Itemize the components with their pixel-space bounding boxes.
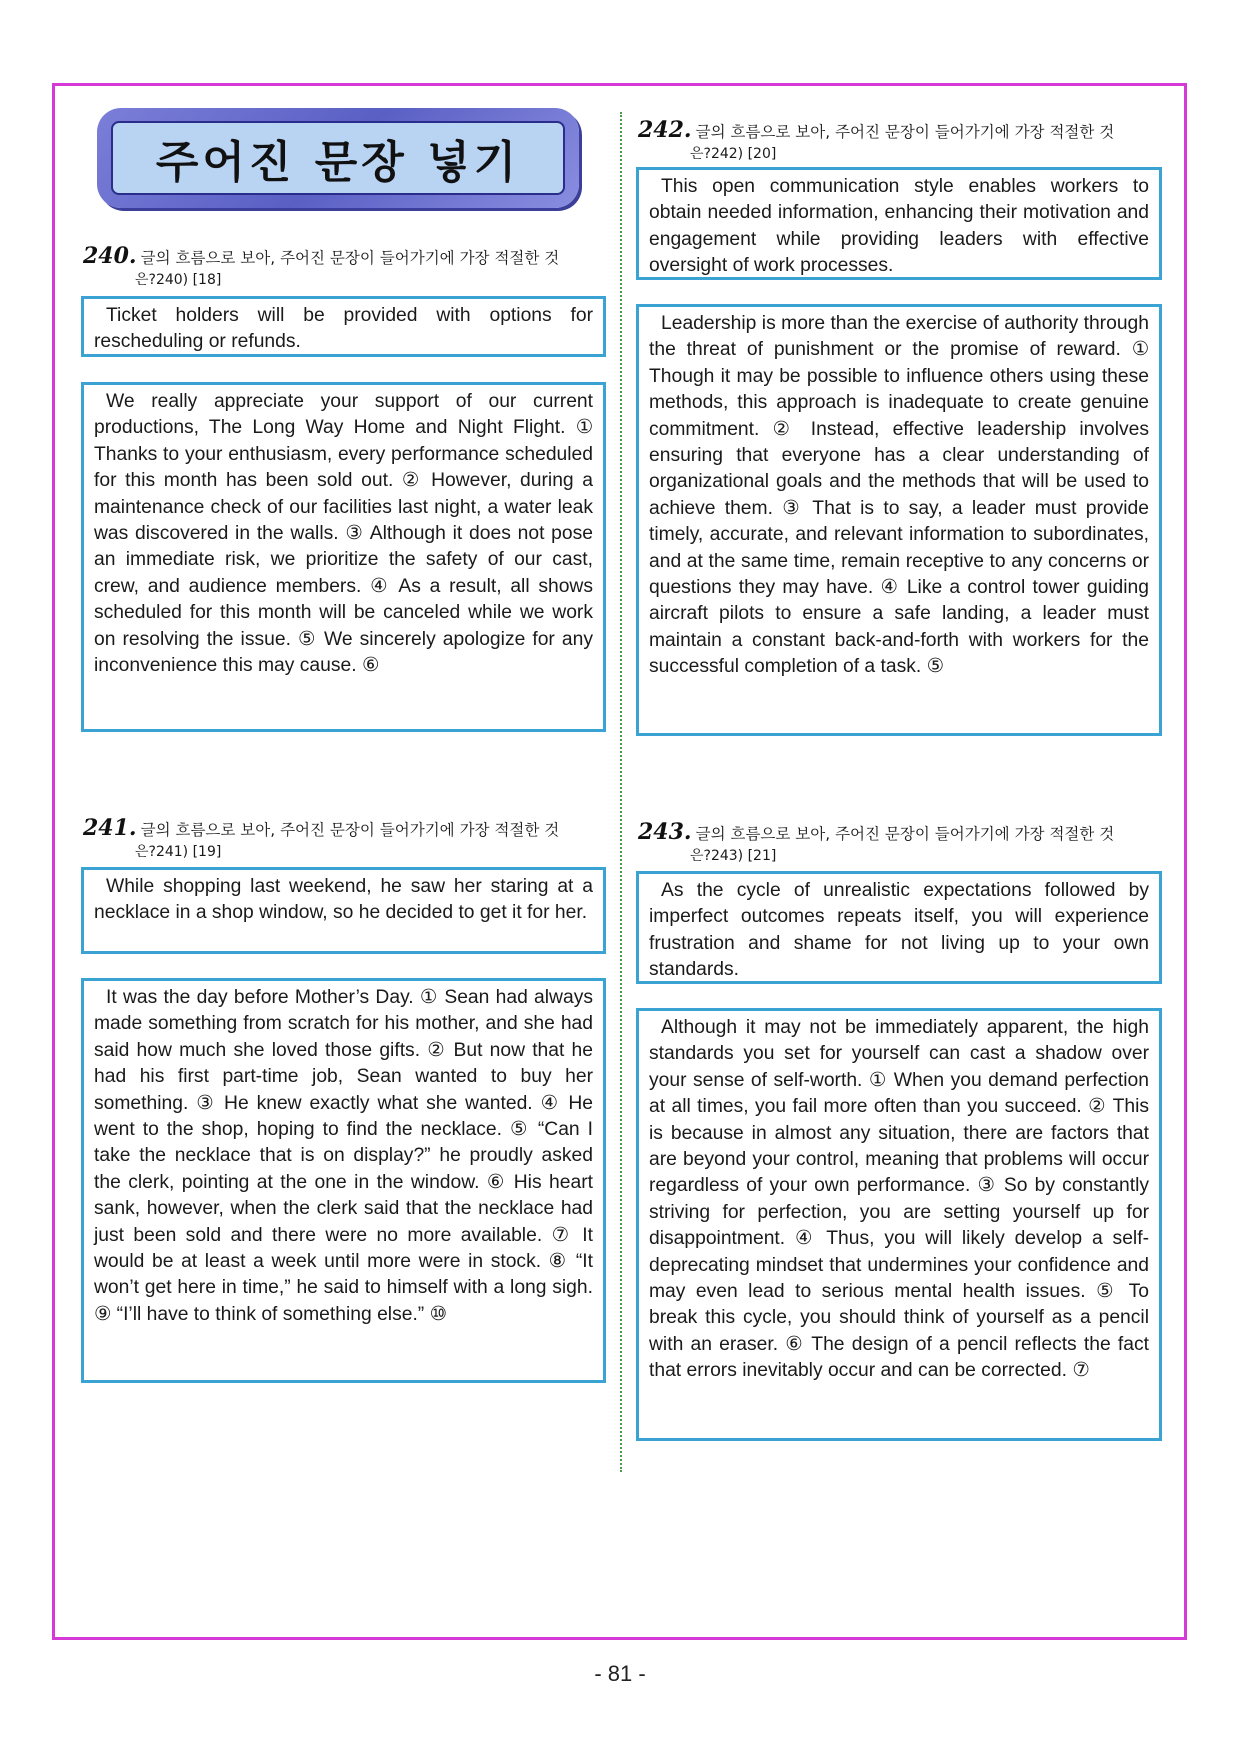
question-number: 241. <box>83 815 137 841</box>
passage-text: We really appreciate your support of our current productions, The Long Way Home and Night Flight. ① Thanks to your enthusiasm, every performance scheduled for this month has been sold out. ② However, during a maintenance check of our facilities last night, a water leak was discovered in the walls. ③ Although it does not pose an immediate risk, we prioritize the safety of our cast, crew, and audience members. ④ As a result, all shows scheduled for this month will be canceled while we work on resolving the issue. ⑤ We sincerely apologize for any inconvenience this may cause. ⑥ <box>94 391 593 677</box>
passage-box-242 <box>636 304 1162 736</box>
given-sentence: As the cycle of unrealistic expectations followed by imperfect outcomes repeats itself, you will experience frustration and shame for not living up to your own standards. <box>649 880 1149 981</box>
section-title-banner <box>97 108 579 208</box>
question-prompt: 글의 흐름으로 보아, 주어진 문장이 들어가기에 가장 적절한 것 <box>140 821 560 839</box>
passage-text: Leadership is more than the exercise of authority through the threat of punishment or the promise of reward. ① Though it may be possible to influence others using these methods, this approach is inadequate to create genuine commitment. ② Instead, effective leadership involves ensuring that everyone has a clear understanding of organizational goals and the methods that will be used to achieve them. ③ That is to say, a leader must provide timely, accurate, and relevant information to subordinates, and at the same time, remain receptive to any concerns or questions they may have. ④ Like a control tower guiding aircraft pilots to ensure a safe landing, a leader must maintain a constant back-and-forth with workers for the successful completion of a task. ⑤ <box>649 313 1149 678</box>
passage-box-241 <box>81 978 606 1383</box>
question-prompt: 글의 흐름으로 보아, 주어진 문장이 들어가기에 가장 적절한 것 <box>140 249 560 267</box>
given-sentence-box-242 <box>636 167 1162 280</box>
question-number: 242. <box>638 117 692 143</box>
passage-box-240 <box>81 382 606 732</box>
given-sentence: Ticket holders will be provided with options for rescheduling or refunds. <box>94 305 593 353</box>
question-header-241 <box>83 817 608 863</box>
question-prompt: 글의 흐름으로 보아, 주어진 문장이 들어가기에 가장 적절한 것 <box>695 825 1115 843</box>
passage-text: Although it may not be immediately apparent, the high standards you set for yourself can cast a shadow over your sense of self-worth. ① When you demand perfection at all times, you fail more often than you succeed. ② This is because in almost any situation, there are factors that are beyond your control, meaning that problems will occur regardless of your own performance. ③ So by constantly striving for perfection, you are setting yourself up for disappointment. ④ Thus, you will likely develop a self-deprecating mindset that undermines your confidence and may even lead to serious mental health issues. ⑤ To break this cycle, you should think of yourself as a pencil with an eraser. ⑥ The design of a pencil reflects the fact that errors inevitably occur and can be corrected. ⑦ <box>649 1017 1149 1382</box>
question-prompt: 글의 흐름으로 보아, 주어진 문장이 들어가기에 가장 적절한 것 <box>695 123 1115 141</box>
question-header-242 <box>638 119 1163 165</box>
given-sentence: This open communication style enables workers to obtain needed information, enhancing their motivation and engagement while providing leaders with effective oversight of work processes. <box>649 176 1149 277</box>
question-header-243 <box>638 821 1163 867</box>
given-sentence-box-241 <box>81 867 606 954</box>
question-prompt-cont: 은?240) [18] <box>135 272 222 288</box>
column-divider <box>620 112 622 1472</box>
question-prompt-cont: 은?243) [21] <box>690 848 777 864</box>
given-sentence: While shopping last weekend, he saw her staring at a necklace in a shop window, so he decided to get it for her. <box>94 876 593 924</box>
question-number: 240. <box>83 243 137 269</box>
passage-text: It was the day before Mother’s Day. ① Sean had always made something from scratch for his mother, and she had said how much she loved those gifts. ② But now that he had his first part-time job, Sean wanted to buy her something. ③ He knew exactly what she wanted. ④ He went to the shop, hoping to find the necklace. ⑤ “Can I take the necklace that is on display?” he proudly asked the clerk, pointing at the one in the window. ⑥ His heart sank, however, when the clerk said that the necklace had just been sold and there were no more available. ⑦ It would be at least a week until more were in stock. ⑧ “It won’t get here in time,” he said to himself with a long sigh. ⑨ “I’ll have to think of something else.” ⑩ <box>94 987 593 1325</box>
passage-box-243 <box>636 1008 1162 1441</box>
question-header-240 <box>83 245 608 291</box>
section-title-plate <box>111 121 565 195</box>
given-sentence-box-240 <box>81 296 606 357</box>
question-number: 243. <box>638 819 692 845</box>
question-prompt-cont: 은?241) [19] <box>135 844 222 860</box>
page-number: - 81 - <box>594 1661 646 1686</box>
question-prompt-cont: 은?242) [20] <box>690 146 777 162</box>
given-sentence-box-243 <box>636 871 1162 984</box>
section-title: 주어진 문장 넣기 <box>155 137 521 188</box>
